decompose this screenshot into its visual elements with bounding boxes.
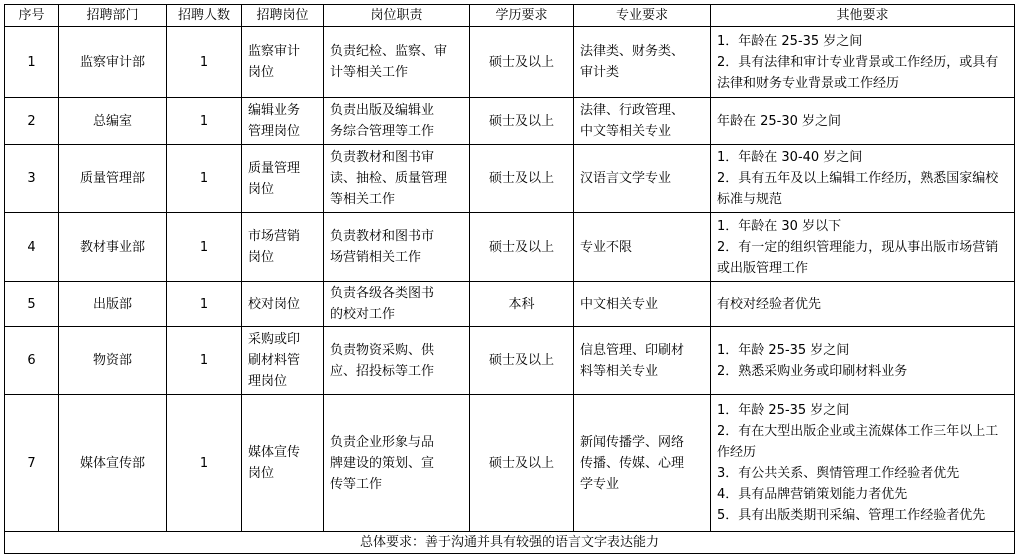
header-cell: 招聘岗位 xyxy=(242,5,324,27)
cell-other xyxy=(711,395,1015,532)
text-line: 负责纪检、监察、审 xyxy=(330,44,448,59)
table-row xyxy=(5,27,1015,98)
cell-other xyxy=(711,327,1015,395)
text-line: 校对岗位 xyxy=(248,296,301,312)
cell-no: 1 xyxy=(5,27,59,98)
text-line: 负责教材和图书审 xyxy=(330,150,435,165)
text-line: 传等工作 xyxy=(330,476,383,492)
cell-duty xyxy=(324,27,470,98)
cell-edu: 硕士及以上 xyxy=(470,327,574,395)
text-line: 专业不限 xyxy=(580,239,633,255)
text-line: 监察审计 xyxy=(248,44,301,59)
cell-dept: 媒体宣传部 xyxy=(59,395,167,532)
cell-no: 2 xyxy=(5,98,59,145)
text-line: 务综合管理等工作 xyxy=(330,124,435,139)
cell-position xyxy=(242,327,324,395)
text-line: 有校对经验者优先 xyxy=(717,296,822,312)
cell-no: 7 xyxy=(5,395,59,532)
text-line: 市场营销 xyxy=(248,229,301,244)
cell-count: 1 xyxy=(167,145,242,213)
cell-count: 1 xyxy=(167,213,242,282)
cell-major xyxy=(574,327,711,395)
cell-other xyxy=(711,145,1015,213)
text-line: 岗位 xyxy=(248,65,275,80)
header-cell: 序号 xyxy=(5,5,59,27)
cell-position xyxy=(242,98,324,145)
text-line: 负责企业形象与品 xyxy=(330,434,435,450)
text-line: 2．有一定的组织管理能力，现从事出版市场营销或出版管理工作 xyxy=(717,239,999,276)
cell-dept: 监察审计部 xyxy=(59,27,167,98)
cell-major xyxy=(574,213,711,282)
header-cell: 其他要求 xyxy=(711,5,1015,27)
table-header-row xyxy=(5,5,1015,27)
cell-no: 3 xyxy=(5,145,59,213)
table-row xyxy=(5,395,1015,532)
text-line: 读、抽检、质量管理 xyxy=(330,171,448,186)
text-line: 新闻传播学、网络 xyxy=(580,434,685,450)
text-line: 2．具有五年及以上编辑工作经历，熟悉国家编校标准与规范 xyxy=(717,171,999,207)
table-row xyxy=(5,98,1015,145)
text-line: 岗位 xyxy=(248,466,275,481)
text-line: 2．熟悉采购业务或印刷材料业务 xyxy=(717,363,908,379)
text-line: 1．年龄在 25-35 岁之间 xyxy=(717,33,863,49)
cell-other xyxy=(711,213,1015,282)
cell-edu: 本科 xyxy=(470,282,574,327)
header-cell: 学历要求 xyxy=(470,5,574,27)
text-line: 负责教材和图书市 xyxy=(330,229,435,244)
header-cell: 招聘人数 xyxy=(167,5,242,27)
cell-edu: 硕士及以上 xyxy=(470,27,574,98)
text-line: 理岗位 xyxy=(248,374,288,389)
overall-requirement: 总体要求：善于沟通并具有较强的语言文字表达能力 xyxy=(5,532,1015,554)
cell-count: 1 xyxy=(167,98,242,145)
table-row xyxy=(5,327,1015,395)
cell-other xyxy=(711,282,1015,327)
cell-no: 5 xyxy=(5,282,59,327)
cell-duty xyxy=(324,327,470,395)
text-line: 学专业 xyxy=(580,476,620,492)
text-line: 1．年龄在 30 岁以下 xyxy=(717,218,842,234)
text-line: 1．年龄在 30-40 岁之间 xyxy=(717,150,863,165)
cell-position xyxy=(242,282,324,327)
cell-duty xyxy=(324,145,470,213)
cell-count: 1 xyxy=(167,27,242,98)
text-line: 的校对工作 xyxy=(330,307,396,322)
cell-no: 4 xyxy=(5,213,59,282)
text-line: 法律、行政管理、 xyxy=(580,103,685,118)
cell-duty xyxy=(324,98,470,145)
text-line: 岗位 xyxy=(248,181,275,197)
text-line: 媒体宣传 xyxy=(248,445,301,460)
text-line: 1．年龄 25-35 岁之间 xyxy=(717,403,850,418)
cell-other xyxy=(711,98,1015,145)
cell-edu: 硕士及以上 xyxy=(470,98,574,145)
header-cell: 专业要求 xyxy=(574,5,711,27)
text-line: 法律类、财务类、 xyxy=(580,44,685,59)
cell-no: 6 xyxy=(5,327,59,395)
text-line: 1．年龄 25-35 岁之间 xyxy=(717,342,850,358)
text-line: 岗位 xyxy=(248,250,275,265)
text-line: 审计类 xyxy=(580,65,620,80)
text-line: 信息管理、印刷材 xyxy=(580,342,685,358)
cell-edu: 硕士及以上 xyxy=(470,145,574,213)
text-line: 中文等相关专业 xyxy=(580,124,672,139)
cell-count: 1 xyxy=(167,282,242,327)
cell-major xyxy=(574,145,711,213)
text-line: 应、招投标等工作 xyxy=(330,363,435,379)
cell-edu: 硕士及以上 xyxy=(470,395,574,532)
cell-position xyxy=(242,395,324,532)
cell-count: 1 xyxy=(167,395,242,532)
text-line: 负责各级各类图书 xyxy=(330,286,435,301)
table-row xyxy=(5,213,1015,282)
text-line: 负责物资采购、供 xyxy=(330,342,435,358)
cell-dept: 出版部 xyxy=(59,282,167,327)
cell-position xyxy=(242,27,324,98)
text-line: 料等相关专业 xyxy=(580,363,659,379)
cell-other xyxy=(711,27,1015,98)
cell-major xyxy=(574,282,711,327)
table-footer-row xyxy=(5,532,1015,554)
cell-duty xyxy=(324,213,470,282)
text-line: 5．具有出版类期刊采编、管理工作经验者优先 xyxy=(717,508,986,523)
text-line: 汉语言文学专业 xyxy=(580,171,672,186)
text-line: 2．有在大型出版企业或主流媒体工作三年以上工作经历 xyxy=(717,424,999,460)
cell-position xyxy=(242,213,324,282)
header-cell: 招聘部门 xyxy=(59,5,167,27)
text-line: 中文相关专业 xyxy=(580,296,659,312)
text-line: 刷材料管 xyxy=(248,353,301,368)
header-cell: 岗位职责 xyxy=(324,5,470,27)
text-line: 场营销相关工作 xyxy=(330,250,422,265)
text-line: 编辑业务 xyxy=(248,103,301,118)
cell-duty xyxy=(324,282,470,327)
text-line: 等相关工作 xyxy=(330,192,396,207)
recruitment-table xyxy=(4,4,1015,554)
cell-dept: 物资部 xyxy=(59,327,167,395)
text-line: 采购或印 xyxy=(248,332,301,347)
cell-dept: 教材事业部 xyxy=(59,213,167,282)
text-line: 管理岗位 xyxy=(248,124,301,139)
cell-major xyxy=(574,27,711,98)
cell-position xyxy=(242,145,324,213)
text-line: 牌建设的策划、宣 xyxy=(330,455,435,471)
cell-edu: 硕士及以上 xyxy=(470,213,574,282)
cell-duty xyxy=(324,395,470,532)
cell-major xyxy=(574,395,711,532)
text-line: 负责出版及编辑业 xyxy=(330,103,435,118)
cell-major xyxy=(574,98,711,145)
table-row xyxy=(5,145,1015,213)
table-row xyxy=(5,282,1015,327)
cell-count: 1 xyxy=(167,327,242,395)
cell-dept: 质量管理部 xyxy=(59,145,167,213)
text-line: 2．具有法律和审计专业背景或工作经历，或具有法律和财务专业背景或工作经历 xyxy=(717,54,999,91)
text-line: 计等相关工作 xyxy=(330,65,409,80)
text-line: 4．具有品牌营销策划能力者优先 xyxy=(717,487,908,502)
text-line: 传播、传媒、心理 xyxy=(580,455,685,471)
text-line: 年龄在 25-30 岁之间 xyxy=(717,113,842,129)
cell-dept: 总编室 xyxy=(59,98,167,145)
text-line: 3．有公共关系、舆情管理工作经验者优先 xyxy=(717,466,960,481)
text-line: 质量管理 xyxy=(248,160,301,176)
